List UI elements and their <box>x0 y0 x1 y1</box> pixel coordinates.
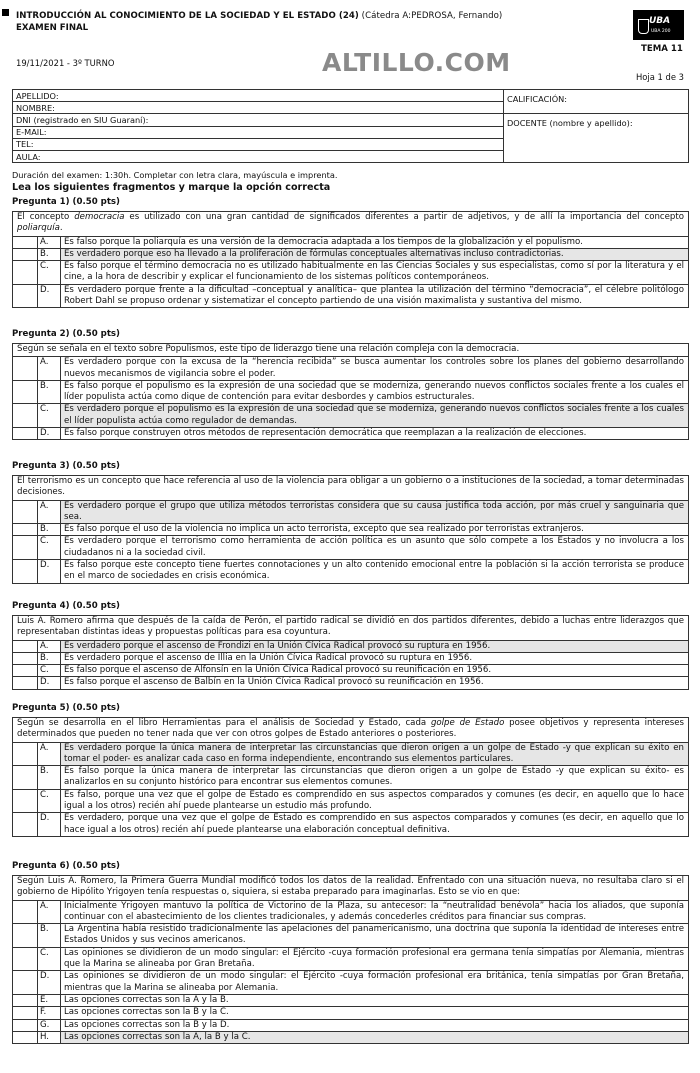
question-label: Pregunta 6) (0.50 pts) <box>12 861 120 871</box>
option-c[interactable] <box>13 261 688 285</box>
answer-cell <box>37 924 38 947</box>
option-e[interactable] <box>13 995 688 1007</box>
option-text: Es falso porque construyen otros métodos de representación democrática que reemplazan a la realización de elecciones. <box>60 428 688 439</box>
stem-text: . <box>59 223 63 234</box>
option-letter: A. <box>40 640 49 651</box>
stem-text: poliarquía <box>17 223 60 234</box>
question-stem <box>13 476 688 501</box>
option-d[interactable] <box>13 560 688 583</box>
option-text: Es verdadero porque el populismo es la expresión de una sociedad que se moderniza, generando nuevos conflictos sociales frente a los cuales el líder populista actúa como regulador de demandas. <box>60 404 688 427</box>
question-label: Pregunta 3) (0.50 pts) <box>12 461 120 471</box>
option-letter: D. <box>40 560 50 571</box>
option-a[interactable] <box>13 743 688 767</box>
answer-cell <box>37 428 38 439</box>
option-d[interactable] <box>13 971 688 995</box>
option-b[interactable] <box>13 653 688 665</box>
option-b[interactable] <box>13 766 688 790</box>
logo-subtext: UBA 200 <box>651 29 671 34</box>
option-text: Es verdadero porque el grupo que utiliza métodos terroristas considera que su causa justifica toda acción, por más cruel y sanguinaria que sea. <box>60 501 688 524</box>
option-letter: F. <box>40 1007 47 1018</box>
option-a[interactable] <box>13 501 688 525</box>
option-text: Las opciones correctas son la A, la B y la C. <box>60 1032 688 1043</box>
question-box <box>12 475 689 584</box>
option-letter: B. <box>40 924 49 935</box>
option-letter: B. <box>40 652 49 663</box>
option-d[interactable] <box>13 677 688 688</box>
answer-cell <box>37 536 38 559</box>
option-letter: D. <box>40 677 50 688</box>
option-text: Es falso porque el ascenso de Balbín en la Unión Cívica Radical provocó su reunificación en 1956. <box>60 677 688 688</box>
option-d[interactable] <box>13 813 688 836</box>
option-text: Es verdadero porque eso ha llevado a la proliferación de fórmulas conceptuales alternativas incluso contradictorias. <box>60 249 688 260</box>
answer-cell <box>37 813 38 836</box>
option-c[interactable] <box>13 948 688 972</box>
option-letter: B. <box>40 766 49 777</box>
option-b[interactable] <box>13 249 688 261</box>
email-field[interactable]: E-MAIL: <box>13 126 504 138</box>
answer-cell <box>37 1007 38 1018</box>
question-box <box>12 615 689 690</box>
calificacion-field[interactable]: CALIFICACIÓN: <box>504 90 689 114</box>
option-text: Es verdadero, porque una vez que el golpe de Estado es comprendido en sus aspectos comparados y comunes (es decir, en aquello que lo hace igual a los otros) recién ahí puede plantearse una elaboración conceptual definitiva. <box>60 813 688 836</box>
question-stem <box>13 718 688 743</box>
answer-cell <box>37 653 38 664</box>
answer-cell <box>37 901 38 924</box>
stem-text: golpe de Estado <box>430 718 505 728</box>
option-text: Es falso, porque una vez que el golpe de Estado es comprendido en sus aspectos comparados y comunes (es decir, en aquello que lo hace igual a los otros) recién ahí puede plantearse un estudio más profundo. <box>60 790 688 813</box>
option-letter: C. <box>40 261 49 272</box>
logo-text: UBA <box>649 16 671 26</box>
answer-cell <box>37 249 38 260</box>
option-letter: C. <box>40 536 49 547</box>
duration-note: Duración del examen: 1:30h. Completar con letra clara, mayúscula e imprenta. <box>12 170 338 180</box>
option-text: Es verdadero porque con la excusa de la “herencia recibida” se busca aumentar los controles sobre los planes del gobierno desarrollando nuevos mecanismos de vigilancia sobre el poder. <box>60 357 688 380</box>
option-text: Es falso porque el término democracia no es utilizado habitualmente en las Ciencias Sociales y sus especialistas, como sí por la literatura y el cine, a la hora de describir y explicar el funcionamiento de los sistemas políticos contemporáneos. <box>60 261 688 284</box>
stem-text: Luis A. Romero afirma que después de la caída de Perón, el partido radical se dividió en dos partidos diferentes, debido a luchas entre liderazgos que representaban distintas ideas y propuestas políticas para esa coyuntura. <box>17 616 684 638</box>
option-letter: E. <box>40 994 49 1005</box>
dni-field[interactable]: DNI (registrado en SIU Guaraní): <box>13 114 504 126</box>
stem-text: Según se señala en el texto sobre Populismos, este tipo de liderazgo tiene una relación compleja con la democracia. <box>17 344 520 354</box>
answer-cell <box>37 237 38 248</box>
option-letter: A. <box>40 357 49 368</box>
corner-mark <box>2 9 9 16</box>
answer-cell <box>37 501 38 524</box>
exam-type: EXAMEN FINAL <box>16 23 89 33</box>
option-d[interactable] <box>13 285 688 308</box>
option-c[interactable] <box>13 404 688 428</box>
answer-cell <box>37 971 38 994</box>
stem-text: Según se desarrolla en el libro Herramientas para el análisis de Sociedad y Estado, cada <box>17 718 431 728</box>
option-text: Es falso porque este concepto tiene fuertes connotaciones y un alto contenido emocional entre la población si la acción terrorista se produce en el marco de sociedades en crisis económica. <box>60 560 688 583</box>
answer-cell <box>37 677 38 688</box>
option-text: Las opiniones se dividieron de un modo singular: el Ejército -cuya formación profesional era británica, tenía simpatías por Gran Bretaña, mientras que la Marina se alineaba por Alemania. <box>60 971 688 994</box>
option-letter: G. <box>40 1019 50 1030</box>
page-counter: Hoja 1 de 3 <box>636 72 684 82</box>
option-letter: C. <box>40 947 49 958</box>
student-info-table <box>12 89 689 163</box>
question-label: Pregunta 5) (0.50 pts) <box>12 703 120 713</box>
answer-cell <box>37 285 38 308</box>
option-text: Es verdadero porque el ascenso de Illia en la Unión Cívica Radical provocó su ruptura en 1956. <box>60 653 688 664</box>
apellido-field[interactable]: APELLIDO: <box>13 90 504 102</box>
option-a[interactable] <box>13 641 688 653</box>
question-label: Pregunta 2) (0.50 pts) <box>12 329 120 339</box>
option-letter: A. <box>40 742 49 753</box>
option-text: La Argentina había resistido tradicionalmente las apelaciones del panamericanismo, una doctrina que suponía la identidad de intereses entre Estados Unidos y sus vecinos americanos. <box>60 924 688 947</box>
option-c[interactable] <box>13 536 688 560</box>
stem-text: es utilizado con una gran cantidad de significados diferentes a partir de adjetivos, y de allí la importancia del concepto <box>124 212 684 222</box>
option-b[interactable] <box>13 924 688 948</box>
option-c[interactable] <box>13 665 688 677</box>
option-a[interactable] <box>13 357 688 381</box>
option-text: Es verdadero porque el terrorismo como herramienta de acción política es un asunto que sólo compete a los Estados y no involucra a los ciudadanos ni a la sociedad civil. <box>60 536 688 559</box>
answer-cell <box>37 766 38 789</box>
stem-text: democracia <box>74 212 125 222</box>
answer-cell <box>37 524 38 535</box>
option-letter: D. <box>40 284 50 295</box>
option-a[interactable] <box>13 237 688 249</box>
option-text: Es falso porque la única manera de interpretar las circunstancias que dieron origen a un golpe de Estado -y que explican su éxito- es analizarlos en su conjunto histórico para encontrar sus elementos comunes. <box>60 766 688 789</box>
question-stem <box>13 212 688 237</box>
stem-text: El concepto <box>17 212 75 222</box>
stem-text: posee objetivos y representa intereses determinados que pueden no tener nada que ver con otros golpes de Estado anteriores o posteriores. <box>17 718 685 740</box>
option-letter: C. <box>40 665 49 676</box>
answer-cell <box>37 641 38 652</box>
option-letter: C. <box>40 789 49 800</box>
shield-icon <box>638 19 649 34</box>
question-box <box>12 343 689 440</box>
option-letter: D. <box>40 428 50 439</box>
option-letter: B. <box>40 248 49 259</box>
answer-cell <box>37 560 38 583</box>
aula-field[interactable]: AULA: <box>13 150 504 162</box>
option-letter: B. <box>40 524 49 535</box>
answer-cell <box>37 1032 38 1043</box>
exam-date: 19/11/2021 - 3º TURNO <box>16 58 115 68</box>
option-text: Las opciones correctas son la A y la B. <box>60 995 688 1006</box>
stem-text: El terrorismo es un concepto que hace referencia al uso de la violencia para obligar a un gobierno o a instituciones de la sociedad, a tomar determinadas decisiones. <box>17 476 684 498</box>
answer-cell <box>37 995 38 1006</box>
chair-name: (Cátedra A:PEDROSA, Fernando) <box>358 11 503 21</box>
course-title: INTRODUCCIÓN AL CONOCIMIENTO DE LA SOCIEDAD Y EL ESTADO (24) (Cátedra A:PEDROSA, Fernando) <box>16 11 503 21</box>
option-text: Es verdadero porque la única manera de interpretar las circunstancias que dieron origen a un golpe de Estado -y que explican su éxito en tomar el poder- es analizar cada caso en forma independiente, encontrando sus elementos particulares. <box>60 743 688 766</box>
instructions: Lea los siguientes fragmentos y marque la opción correcta <box>12 182 331 193</box>
tel-field[interactable]: TEL: <box>13 138 504 150</box>
docente-field[interactable]: DOCENTE (nombre y apellido): <box>504 114 689 163</box>
answer-cell <box>37 743 38 766</box>
tema-label: TEMA 11 <box>641 44 683 54</box>
answer-cell <box>37 948 38 971</box>
option-text: Es verdadero porque frente a la dificultad –conceptual y analítica– que plantea la utilización del término “democracia”, el célebre politólogo Robert Dahl se propuso ordenar y sistematizar el concepto partiendo de una visión maximalista y sustantiva del mismo. <box>60 285 688 308</box>
option-letter: C. <box>40 404 49 415</box>
option-letter: D. <box>40 813 50 824</box>
answer-cell <box>37 261 38 284</box>
question-label: Pregunta 4) (0.50 pts) <box>12 601 120 611</box>
option-letter: H. <box>40 1031 50 1042</box>
stem-text: Según Luis A. Romero, la Primera Guerra Mundial modificó todos los datos de la realidad. Enfrentado con una situación nueva, no resultaba claro si el gobierno de Hipólito Yrigoyen tenía respuestas o, siquiera, si estaba preparado para imaginarlas. Esto se vio en que: <box>17 876 684 898</box>
option-text: Es falso porque el uso de la violencia no implica un acto terrorista, excepto que sea realizado por terroristas extranjeros. <box>60 524 688 535</box>
option-g[interactable] <box>13 1020 688 1032</box>
question-box <box>12 875 689 1044</box>
answer-cell <box>37 404 38 427</box>
option-text: Es falso porque el populismo es la expresión de una sociedad que se moderniza, generando nuevos conflictos sociales frente a los cuales el líder populista actúa como dique de contención para evitar desbordes y cambios estructurales. <box>60 381 688 404</box>
uba-logo <box>633 10 684 40</box>
option-d[interactable] <box>13 428 688 439</box>
question-box <box>12 211 689 308</box>
question-stem <box>13 876 688 901</box>
option-text: Es falso porque el ascenso de Alfonsín en la Unión Cívica Radical provocó su reunificación en 1956. <box>60 665 688 676</box>
answer-cell <box>37 357 38 380</box>
question-stem <box>13 344 688 357</box>
question-stem <box>13 616 688 641</box>
option-c[interactable] <box>13 790 688 814</box>
option-letter: A. <box>40 900 49 911</box>
answer-cell <box>37 665 38 676</box>
question-box <box>12 717 689 837</box>
option-a[interactable] <box>13 901 688 925</box>
option-letter: D. <box>40 971 50 982</box>
option-h[interactable] <box>13 1032 688 1043</box>
answer-cell <box>37 381 38 404</box>
watermark: ALTILLO.COM <box>322 48 511 77</box>
option-text: Es verdadero porque el ascenso de Frondizi en la Unión Cívica Radical provocó su ruptura en 1956. <box>60 641 688 652</box>
option-text: Las opciones correctas son la B y la D. <box>60 1020 688 1031</box>
answer-cell <box>37 790 38 813</box>
option-b[interactable] <box>13 381 688 405</box>
question-label: Pregunta 1) (0.50 pts) <box>12 197 120 207</box>
option-text: Las opiniones se dividieron de un modo singular: el Ejército -cuya formación profesional era germana tenía simpatías por Alemania, mientras que la Marina se alineaba por Gran Bretaña. <box>60 948 688 971</box>
option-text: Inicialmente Yrigoyen mantuvo la política de Victorino de la Plaza, su antecesor: la “neutralidad benévola” hacia los aliados, que suponía continuar con el abastecimiento de los clientes tradicionales, y además concederles créditos para financiar sus compras. <box>60 901 688 924</box>
option-letter: A. <box>40 236 49 247</box>
option-letter: A. <box>40 500 49 511</box>
option-b[interactable] <box>13 524 688 536</box>
option-text: Las opciones correctas son la B y la C. <box>60 1007 688 1018</box>
option-f[interactable] <box>13 1007 688 1019</box>
nombre-field[interactable]: NOMBRE: <box>13 102 504 114</box>
option-letter: B. <box>40 380 49 391</box>
option-text: Es falso porque la poliarquía es una versión de la democracia adaptada a los tiempos de la globalización y el populismo. <box>60 237 688 248</box>
answer-cell <box>37 1020 38 1031</box>
